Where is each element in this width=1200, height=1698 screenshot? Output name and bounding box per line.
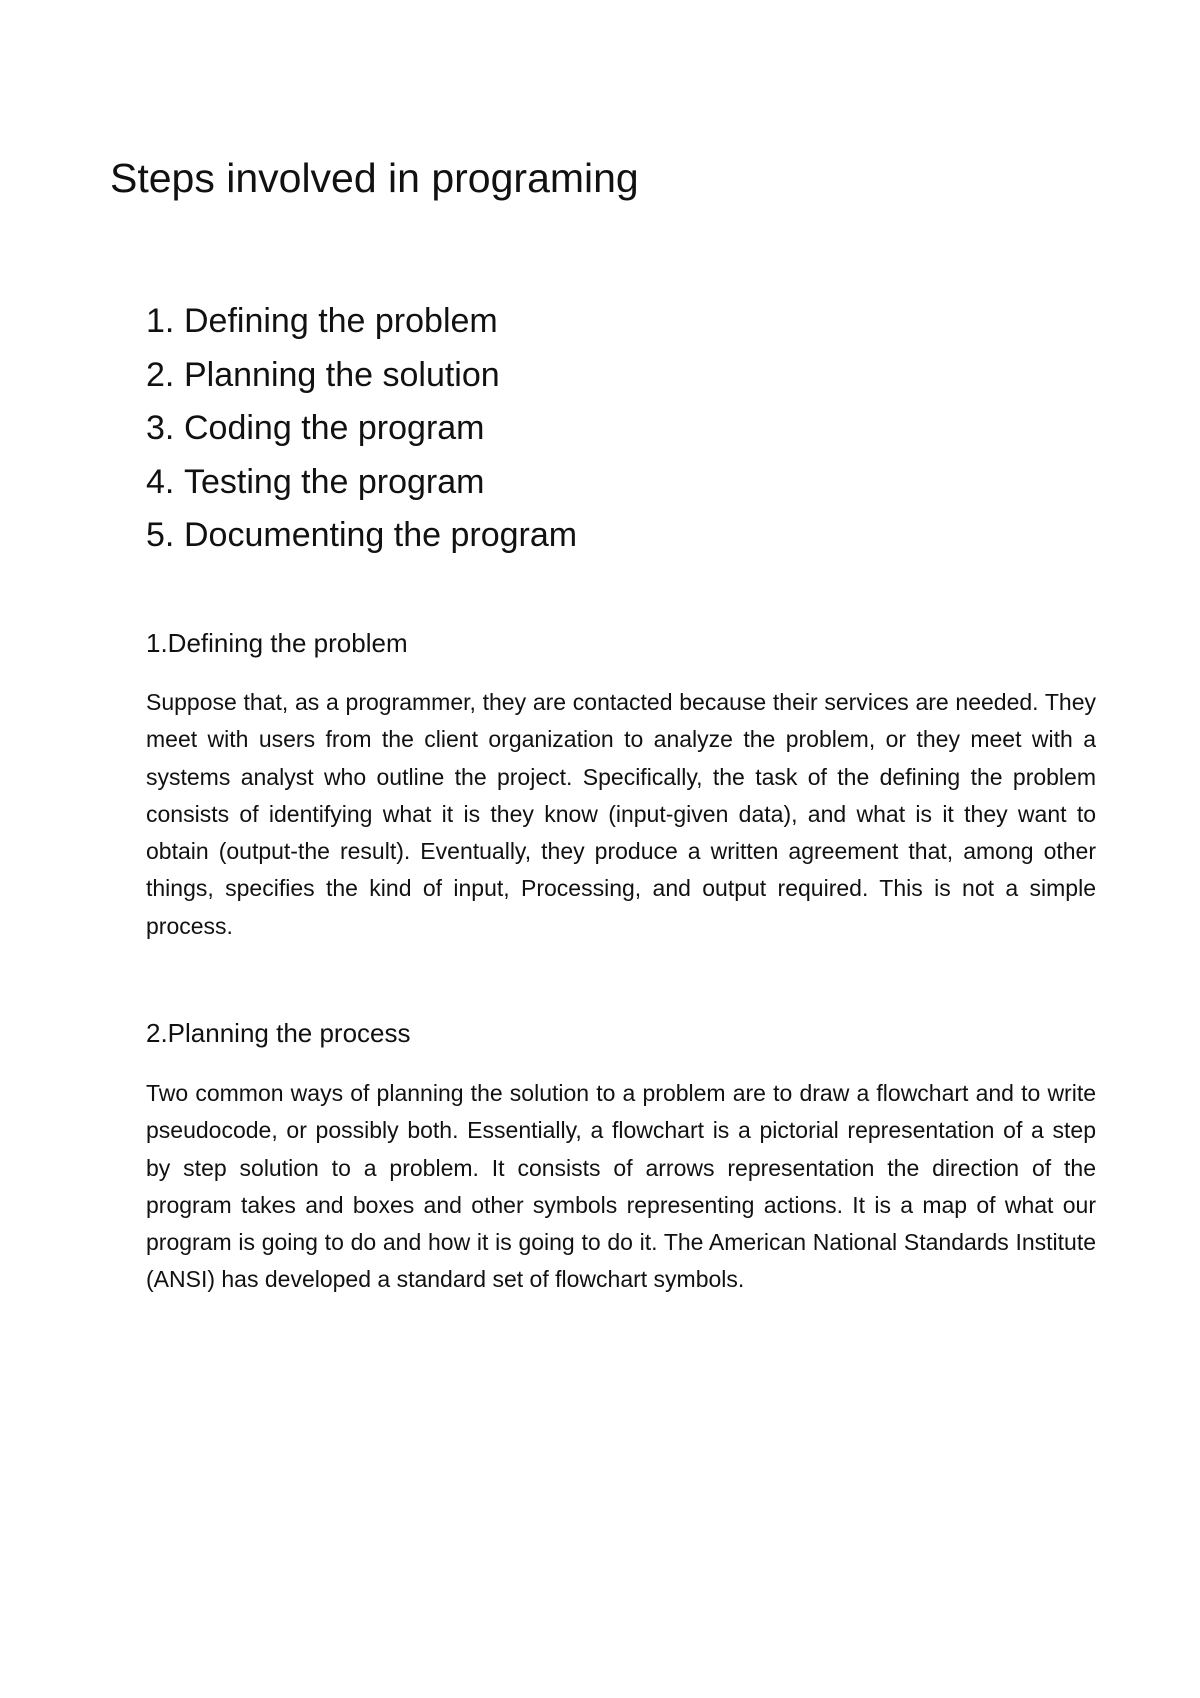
list-item-text: Planning the solution [184,355,500,394]
list-item [146,456,577,510]
list-item [146,509,577,563]
list-item [146,402,577,456]
list-item-number: 4. [146,462,175,501]
list-item-number: 2. [146,355,175,394]
list-item-number: 5. [146,516,175,554]
list-item-number: 1. [146,302,175,340]
list-item-text: Documenting the program [184,516,578,554]
section-heading-defining-problem: 1.Defining the problem [146,628,408,658]
section-body-defining-problem: Suppose that, as a programmer, they are contacted because their services are needed. They meet with users from the client organization to analyze the problem, or they meet with a systems analyst who outline the project. Specifically, the task of the defining the problem consists of identifying what it is they know (input-given data), and what is it they want to obtain (output-the result). Eventually, they produce a written agreement that, among other things, specifies the kind of input, Processing, and output required. This is not a simple process. [146,689,1096,939]
section-body-planning-process: Two common ways of planning the solution to a problem are to draw a flowchart and to write pseudocode, or possibly both. Essentially, a flowchart is a pictorial representation of a step by step solution to a problem. It consists of arrows representation the direction of the program takes and boxes and other symbols representing actions. It is a map of what our program is going to do and how it is going to do it. The American National Standards Institute (ANSI) has developed a standard set of flowchart symbols. [146,1080,1096,1293]
page-title: Steps involved in programing [110,155,639,201]
steps-outline-list [146,295,577,563]
list-item [146,295,577,349]
list-item-text: Testing the program [184,462,485,501]
list-item-text: Defining the problem [184,302,498,340]
list-item-number: 3. [146,409,175,447]
section-heading-planning-process: 2.Planning the process [146,1018,411,1048]
list-item-text: Coding the program [184,409,485,447]
list-item [146,349,577,403]
